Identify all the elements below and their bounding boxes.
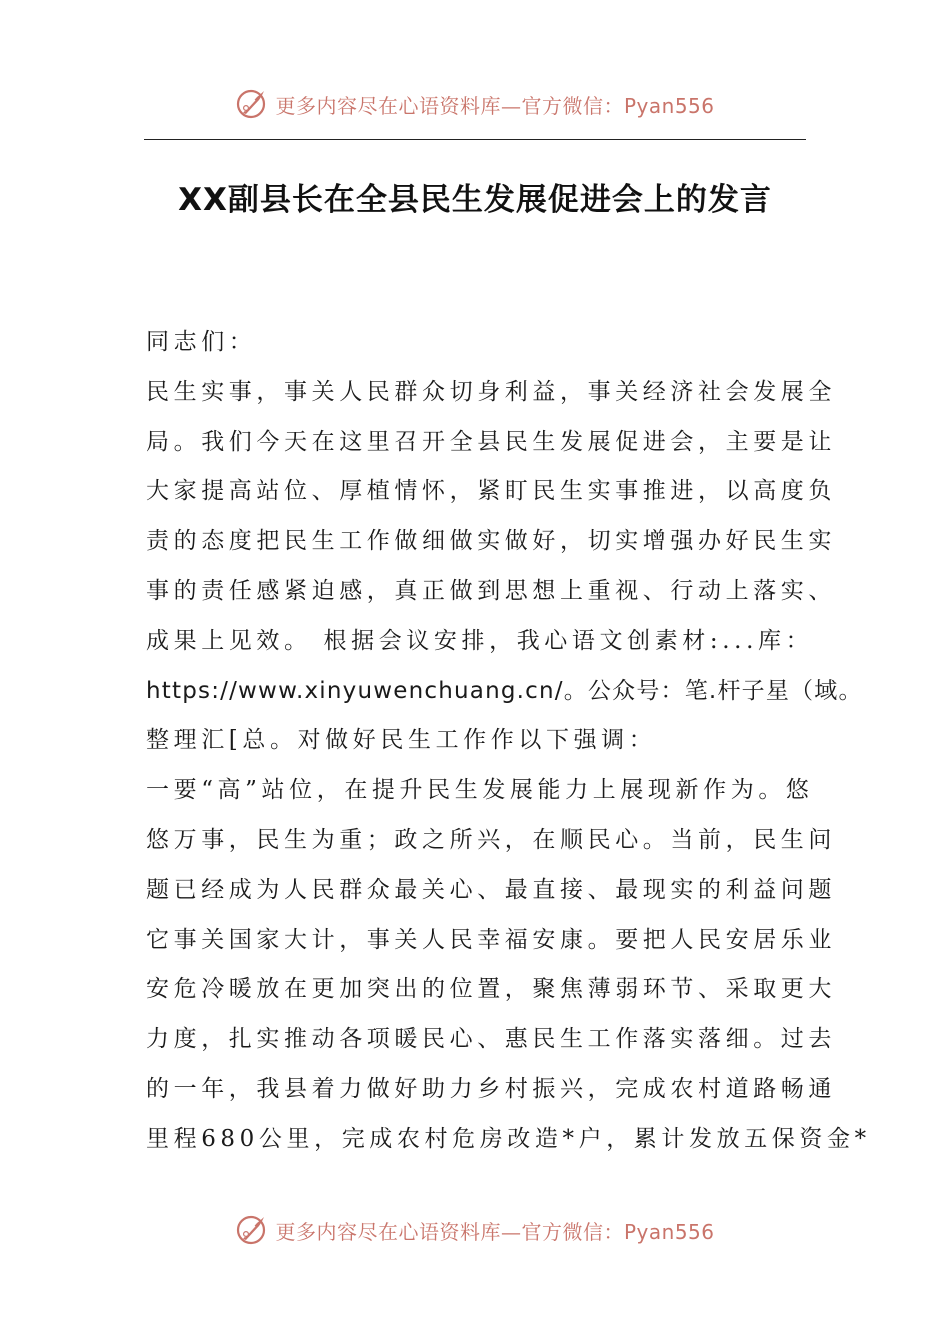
body-line: 事的责任感紧迫感，真正做到思想上重视、行动上落实、 — [146, 577, 836, 604]
document-title: XX副县长在全县民生发展促进会上的发言 — [178, 182, 772, 218]
body-line: 力度，扎实推动各项暖民心、惠民生工作落实落细。过去 — [146, 1026, 836, 1053]
body-line: 悠万事，民生为重；政之所兴，在顺民心。当前，民生问 — [146, 826, 836, 853]
header-divider — [144, 139, 806, 140]
quill-logo-icon — [235, 87, 269, 121]
body-line: 成果上见效。 根据会议安排，我心语文创素材:...库： — [146, 627, 814, 654]
body-line: 一要“高”站位，在提升民生发展能力上展现新作为。悠 — [146, 777, 814, 804]
body-line: 局。我们今天在这里召开全县民生发展促进会，主要是让 — [146, 428, 836, 455]
body-line: 民生实事，事关人民群众切身利益，事关经济社会发展全 — [146, 378, 836, 405]
body-line-url: https://www.xinyuwenchuang.cn/。公众号：笔.杆子星（域。 — [146, 677, 863, 704]
body-line: 里程680公里，完成农村危房改造*户，累计发放五保资金* — [146, 1125, 871, 1152]
footer-banner-id: Pyan556 — [623, 1219, 715, 1244]
header-banner — [0, 82, 950, 126]
header-banner-id: Pyan556 — [623, 93, 715, 118]
body-line: 安危冷暖放在更加突出的位置，聚焦薄弱环节、采取更大 — [146, 976, 836, 1003]
footer-banner-text: 更多内容尽在心语资料库—官方微信：Pyan556 — [275, 1219, 715, 1244]
body-line: 整理汇[总。对做好民生工作作以下强调： — [146, 727, 657, 754]
body-line: 大家提高站位、厚植情怀，紧盯民生实事推进，以高度负 — [146, 478, 836, 505]
quill-logo-icon — [235, 1213, 269, 1247]
body-line: 同志们： — [146, 329, 257, 355]
body-line: 的一年，我县着力做好助力乡村振兴，完成农村道路畅通 — [146, 1075, 836, 1102]
header-banner-text: 更多内容尽在心语资料库—官方微信：Pyan556 — [275, 93, 715, 118]
body-line: 它事关国家大计，事关人民幸福安康。要把人民安居乐业 — [146, 926, 836, 953]
footer-banner — [0, 1208, 950, 1252]
body-line: 责的态度把民生工作做细做实做好，切实增强办好民生实 — [146, 528, 836, 555]
body-line: 题已经成为人民群众最关心、最直接、最现实的利益问题 — [146, 876, 836, 903]
document-body — [146, 318, 871, 1165]
